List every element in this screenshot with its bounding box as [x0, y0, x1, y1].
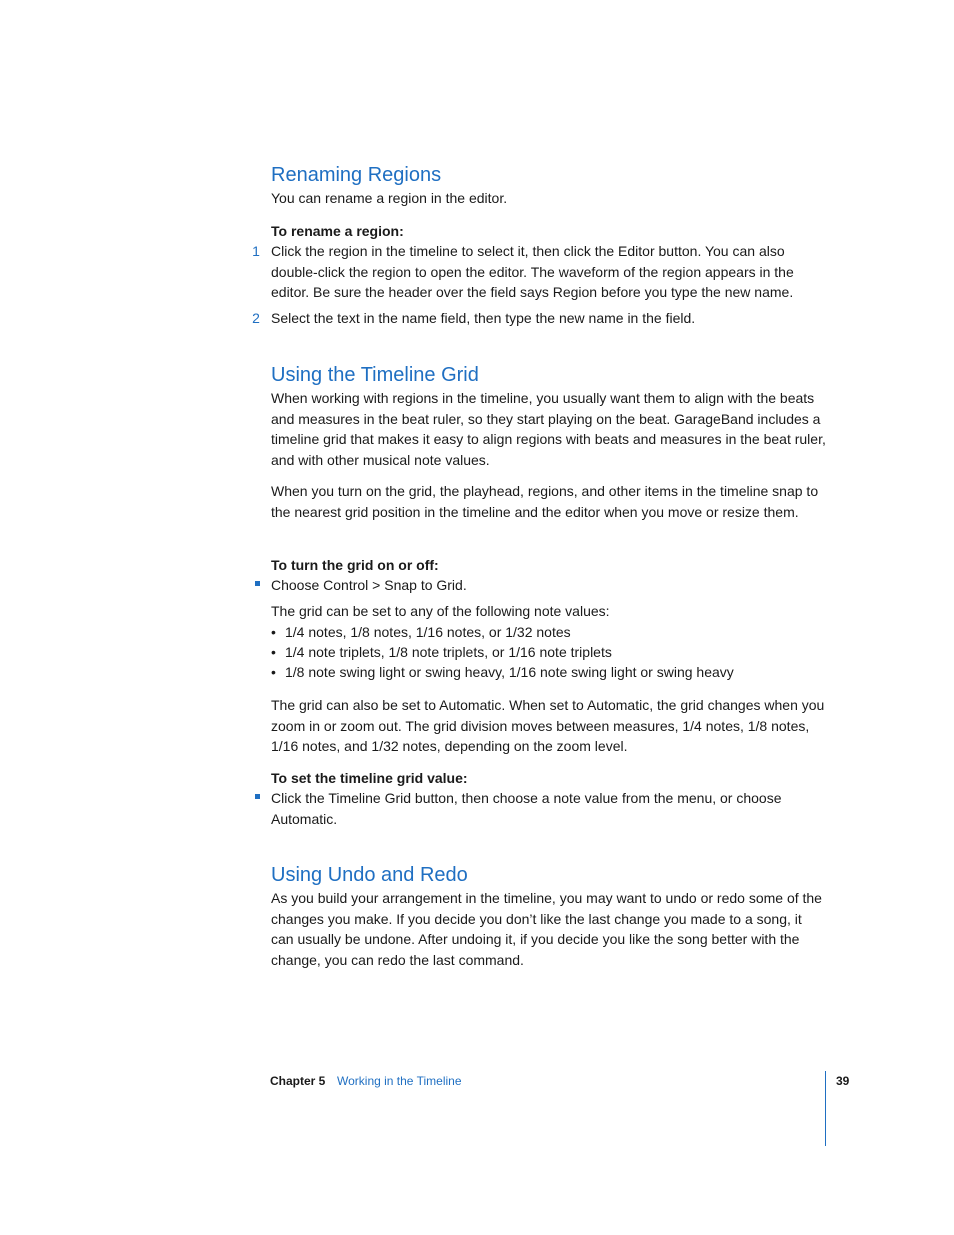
- renaming-task-label: To rename a region:: [271, 223, 404, 239]
- grid-values-intro: The grid can be set to any of the following note values:: [271, 603, 610, 619]
- list-item: 1/8 note swing light or swing heavy, 1/16 note swing light or swing heavy: [285, 664, 734, 680]
- step-text: Select the text in the name field, then type the new name in the field.: [271, 310, 696, 326]
- grid-task-step-toggle: Choose Control > Snap to Grid.: [271, 577, 467, 593]
- grid-task-label-value: To set the timeline grid value:: [271, 770, 468, 786]
- grid-paragraph-2: When you turn on the grid, the playhead, regions, and other items in the timeline snap to the nearest grid position in the timeline and the editor when you move or resize them.: [271, 483, 819, 520]
- section-heading-undo-redo: Using Undo and Redo: [271, 864, 468, 886]
- square-bullet-icon: [255, 581, 260, 586]
- step-number: 2: [252, 310, 260, 326]
- bullet-icon: •: [271, 664, 276, 680]
- step-text: Click the region in the timeline to select it, then click the Editor button. You can also double-click the region to open the editor. The waveform of the region appears in the editor. Be sure the header over the field says Region before you type the new name.: [271, 243, 794, 300]
- bullet-icon: •: [271, 624, 276, 640]
- square-bullet-icon: [255, 794, 260, 799]
- section-heading-renaming-regions: Renaming Regions: [271, 164, 442, 186]
- footer-chapter-title: Working in the Timeline: [337, 1074, 462, 1088]
- list-item: 1/4 notes, 1/8 notes, 1/16 notes, or 1/32 notes: [285, 624, 571, 640]
- section-heading-timeline-grid: Using the Timeline Grid: [271, 364, 479, 386]
- grid-paragraph-1: When working with regions in the timeline, you usually want them to align with the beats and measures in the beat ruler, so they start playing on the beat. GarageBand includes a timeline grid that makes it easy to align regions with beats and measures in the beat ruler, and with other musical note values.: [271, 390, 826, 468]
- footer-divider: [825, 1071, 826, 1146]
- bullet-icon: •: [271, 644, 276, 660]
- list-item: 1/4 note triplets, 1/8 note triplets, or 1/16 note triplets: [285, 644, 612, 660]
- grid-task-label-toggle: To turn the grid on or off:: [271, 557, 439, 573]
- renaming-intro: You can rename a region in the editor.: [271, 190, 508, 206]
- grid-task-step-value: Click the Timeline Grid button, then choose a note value from the menu, or choose Automatic.: [271, 790, 782, 827]
- grid-paragraph-3: The grid can also be set to Automatic. When set to Automatic, the grid changes when you zoom in or zoom out. The grid division moves between measures, 1/4 notes, 1/8 notes, 1/16 notes, and 1/32 notes, depending on the zoom level.: [271, 697, 825, 754]
- page-number: 39: [836, 1074, 850, 1088]
- footer-chapter: Chapter 5: [270, 1074, 326, 1088]
- step-number: 1: [252, 243, 260, 259]
- undo-paragraph: As you build your arrangement in the timeline, you may want to undo or redo some of the changes you make. If you decide you don’t like the last change you made to a song, it can usually be undone. After undoing it, if you decide you like the song better with the change, you can redo the last command.: [271, 890, 822, 968]
